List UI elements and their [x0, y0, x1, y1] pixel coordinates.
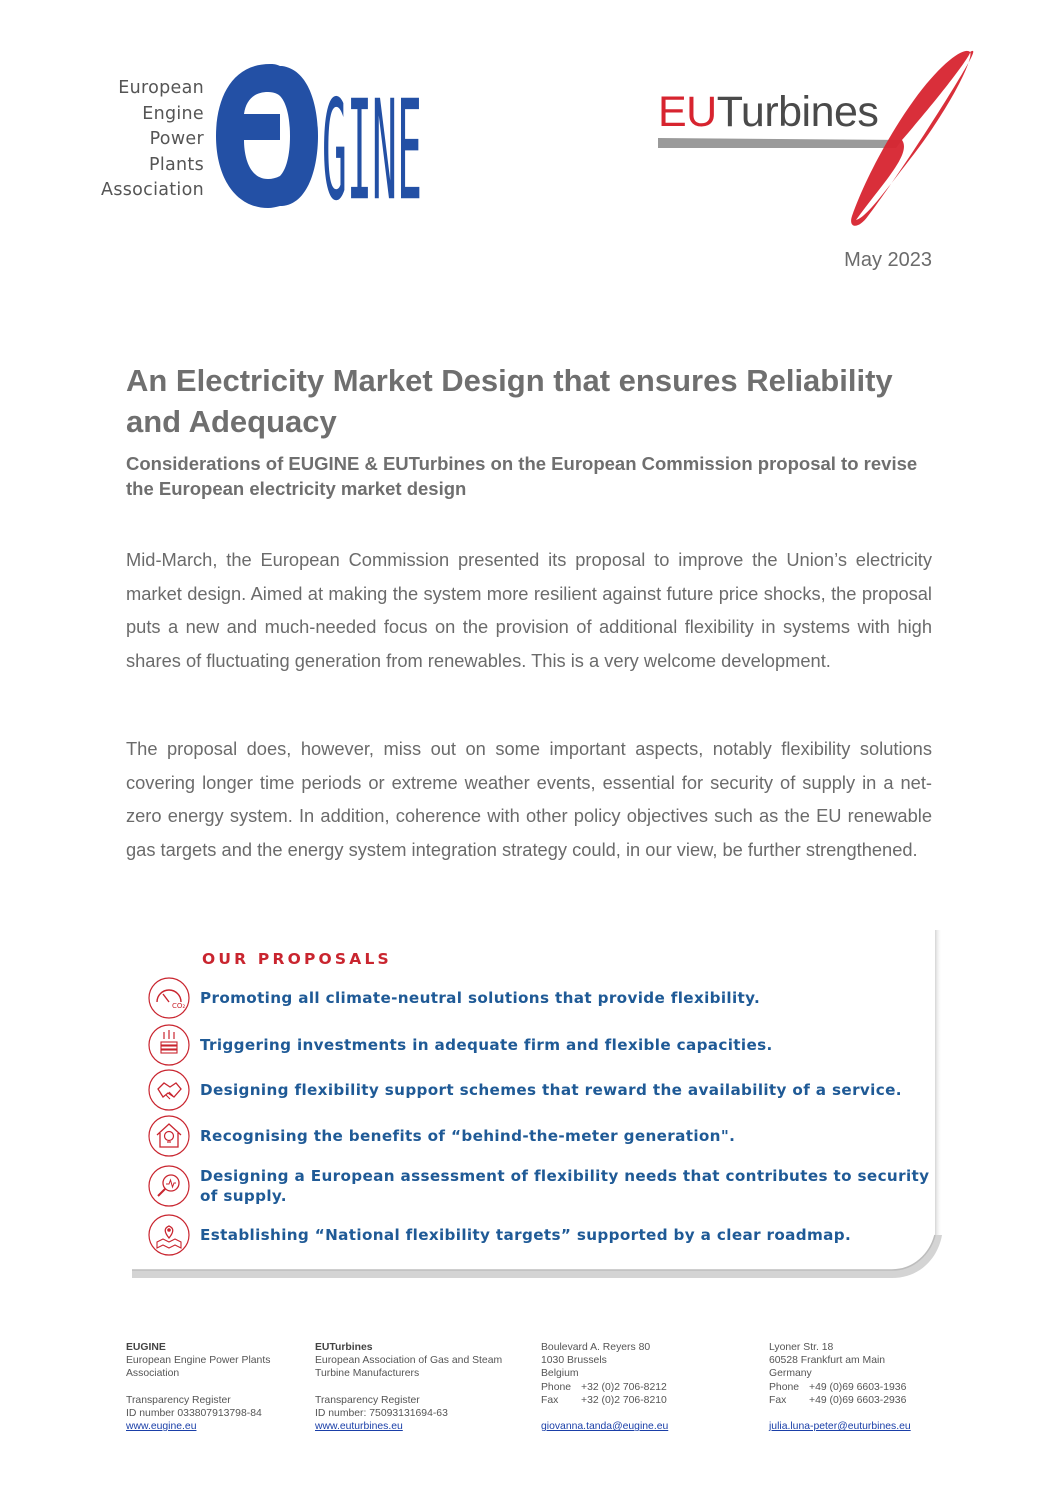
footer-frankfurt-address [769, 1341, 969, 1433]
eugine-mark-inner: eu [251, 148, 285, 176]
footer-org-name: EUGINE [126, 1342, 166, 1353]
footer-brussels-address [541, 1341, 741, 1433]
address-street: Lyoner Str. 18 [769, 1342, 834, 1353]
house-bulb-icon [146, 1113, 192, 1159]
euturbines-wordmark [658, 88, 878, 137]
proposal-text: Establishing “National flexibility targets” supported by a clear roadmap. [200, 1226, 852, 1244]
proposal-item [146, 1212, 936, 1258]
fax-row: Fax +49 (0)69 6603-2936 [769, 1394, 907, 1406]
address-city: 60528 Frankfurt am Main [769, 1355, 886, 1367]
map-pin-icon [146, 1212, 192, 1258]
footer-org-line: Association [126, 1368, 180, 1380]
footer-register: Transparency Register [315, 1394, 420, 1406]
coin-stack-icon [146, 1022, 192, 1068]
footer-org-name: EUTurbines [315, 1342, 373, 1353]
frankfurt-email-link[interactable]: julia.luna-peter@euturbines.eu [769, 1421, 911, 1433]
proposals-box [132, 930, 942, 1280]
brussels-email-link[interactable]: giovanna.tanda@eugine.eu [541, 1421, 669, 1433]
proposal-text: Promoting all climate-neutral solutions that provide flexibility. [200, 989, 761, 1007]
handshake-icon [146, 1067, 192, 1113]
eugine-website-link[interactable]: www.eugine.eu [126, 1421, 197, 1433]
proposal-text: Designing a European assessment of flexibility needs that contributes to security of supply. [200, 1167, 930, 1205]
eugine-logo-words: European Engine Power Plants Association [101, 78, 204, 200]
eugine-mark-text: GINE [322, 71, 422, 232]
euturbines-turbines: Turbines [716, 88, 879, 136]
footer-eugine [126, 1341, 296, 1433]
footer-register-id: ID number: 75093131694-63 [315, 1408, 448, 1419]
fax-row: Fax +32 (0)2 706-8210 [541, 1394, 667, 1406]
proposal-item [146, 1163, 936, 1209]
document-title: An Electricity Market Design that ensures Reliability and Adequacy [126, 363, 893, 439]
document-date: May 2023 [844, 249, 932, 271]
euturbines-swoosh [652, 44, 982, 234]
euturbines-website-link[interactable]: www.euturbines.eu [315, 1421, 403, 1433]
phone-row: Phone +32 (0)2 706-8212 [541, 1381, 667, 1393]
footer-org-line: European Engine Power Plants [126, 1355, 271, 1367]
phone-row: Phone +49 (0)69 6603-1936 [769, 1381, 907, 1393]
footer-org-line: European Association of Gas and Steam [315, 1355, 503, 1367]
svg-text:CO₂: CO₂ [172, 1002, 186, 1010]
proposal-item [146, 1022, 936, 1068]
intro-paragraph: Mid-March, the European Commission presented its proposal to improve the Union’s electricity market design. Aimed at making the system more resilient against future price shocks, the proposal puts a new and much-needed focus on the provision of additional flexibility in systems with high shares of fluctuating generation from renewables. This is a very welcome development. [126, 549, 932, 672]
footer-euturbines [315, 1341, 520, 1433]
proposals-heading: OUR PROPOSALS [202, 950, 392, 968]
magnifier-chart-icon [146, 1163, 192, 1209]
address-country: Belgium [541, 1368, 579, 1380]
document-subtitle: Considerations of EUGINE & EUTurbines on the European Commission proposal to revise the European electricity market design [126, 453, 918, 499]
footer-register: Transparency Register [126, 1394, 231, 1406]
co2-gauge-icon [146, 975, 192, 1021]
euturbines-eu: EU [658, 88, 717, 136]
second-paragraph: The proposal does, however, miss out on some important aspects, notably flexibility solutions covering longer time periods or extreme weather events, essential for security of supply in a net-zero energy system. In addition, coherence with other policy objectives such as the EU renewable gas targets and the energy system integration strategy could, in our view, be further strengthened. [126, 738, 932, 861]
proposal-item [146, 1067, 936, 1113]
proposal-text: Triggering investments in adequate firm and flexible capacities. [200, 1036, 773, 1054]
address-country: Germany [769, 1368, 812, 1380]
proposal-item [146, 1113, 936, 1159]
footer-org-line: Turbine Manufacturers [315, 1368, 420, 1380]
eugine-logo [96, 58, 426, 232]
proposal-text: Designing flexibility support schemes that reward the availability of a service. [200, 1081, 902, 1099]
address-street: Boulevard A. Reyers 80 [541, 1342, 651, 1353]
proposal-text: Recognising the benefits of “behind-the-meter generation". [200, 1127, 736, 1145]
euturbines-logo [652, 44, 982, 234]
address-city: 1030 Brussels [541, 1355, 607, 1367]
proposal-item [146, 975, 936, 1021]
eugine-logo-mark [210, 58, 424, 232]
footer-register-id: ID number 033807913798-84 [126, 1408, 262, 1419]
